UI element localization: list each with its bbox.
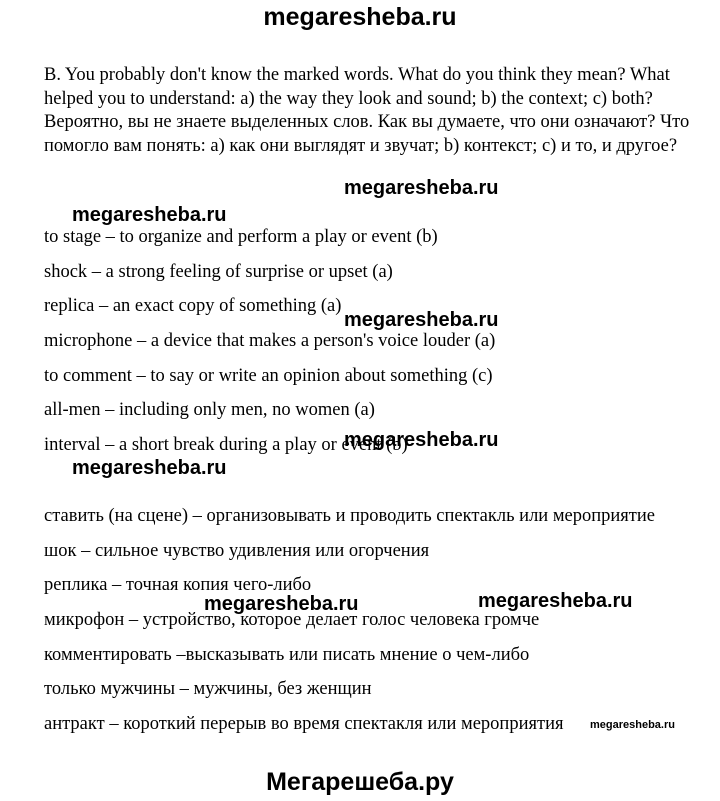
watermark: megaresheba.ru [344,309,499,331]
definition-item: all-men – including only men, no women (a) [44,400,375,421]
definition-item: только мужчины – мужчины, без женщин [44,679,372,700]
definition-item: replica – an exact copy of something (a) [44,296,342,317]
definition-item: to stage – to organize and perform a play or event (b) [44,227,438,247]
definition-item: interval – a short break during a play or event (b) [44,435,408,456]
site-footer-logo: Мегарешеба.ру [266,768,454,796]
task-instructions: B. You probably don't know the marked words. What do you think they mean? What helped you to understand: a) the way they look and sound; b) the context; c) both? Вероятно, вы не знаете выделенных слов. Как вы думаете, что они означают? Что помогло вам понять: а) как они выглядят и звучат; b) контекст; с) и то, и другое? [44,65,690,156]
watermark: megaresheba.ru [72,204,227,226]
definition-item: ставить (на сцене) – организовывать и проводить спектакль или мероприятие [44,506,656,526]
watermark: megaresheba.ru [204,593,359,615]
definition-item: микрофон – устройство, которое делает голос человека громче [44,610,540,631]
watermark: megaresheba.ru [478,590,633,612]
definition-item: комментировать –высказывать или писать мнение о чем-либо [44,644,530,665]
watermark: megaresheba.ru [344,429,499,451]
watermark: megaresheba.ru [590,719,675,731]
definition-item: shock – a strong feeling of surprise or upset (a) [44,261,393,282]
russian-definitions-list [44,505,704,748]
definition-item: microphone – a device that makes a person's voice louder (a) [44,331,496,352]
watermark: megaresheba.ru [72,457,227,479]
watermark: megaresheba.ru [344,177,499,199]
definition-item: антракт – короткий перерыв во время спектакля или мероприятия [44,714,564,735]
definition-item: шок – сильное чувство удивления или огорчения [44,540,430,561]
definition-item: to comment – to say or write an opinion about something (c) [44,365,493,386]
definition-item: реплика – точная копия чего-либо [44,575,312,596]
site-header-logo: megaresheba.ru [263,3,457,31]
